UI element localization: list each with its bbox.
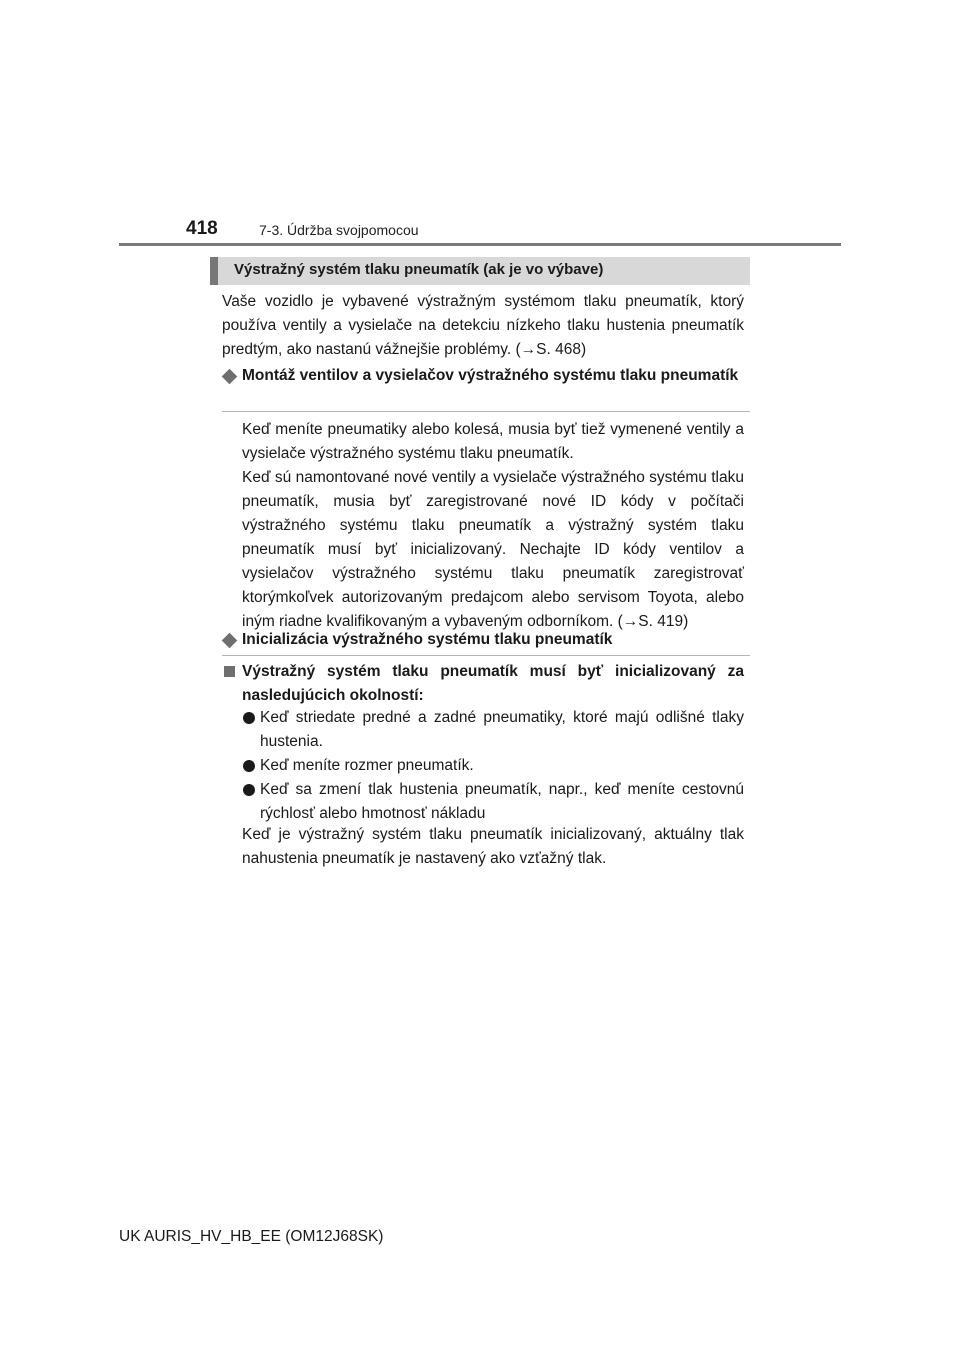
section-band-title: Výstražný systém tlaku pneumatík (ak je vo výbave) (234, 261, 604, 278)
section-band (210, 257, 750, 285)
subsection-heading-installation: Montáž ventilov a vysielačov výstražného systému tlaku pneumatík (242, 367, 739, 384)
header-divider (119, 243, 841, 246)
square-bullet-icon (224, 666, 235, 677)
bullet-dot-icon (243, 784, 255, 796)
list-item: Keď striedate predné a zadné pneumatiky, ktoré majú odlišné tlaky hustenia. (260, 709, 744, 750)
section-title: 7-3. Údržba svojpomocou (259, 222, 419, 238)
initialization-conditions-heading: Výstražný systém tlaku pneumatík musí byť inicializovaný za nasledujúcich okolností: (242, 663, 744, 704)
subsection-divider (222, 411, 750, 412)
initialization-closing-paragraph: Keď je výstražný systém tlaku pneumatík inicializovaný, aktuálny tlak nahustenia pneumatík je nastavený ako vzťažný tlak. (242, 826, 744, 867)
list-item: Keď meníte rozmer pneumatík. (260, 757, 474, 774)
installation-paragraph-2: Keď sú namontované nové ventily a vysielače výstražného systému tlaku pneumatík, musia byť zaregistrované nové ID kódy v počítači výstražného systému tlaku pneumatík a výstražný systém tlaku pneumatík musí byť inicializovaný. Nechajte ID kódy ventilov a vysielačov výstražného systému tlaku pneumatík zaregistrovať ktorýmkoľvek autorizovaným predajcom alebo servisom Toyota, alebo iným riadne kvalifikovaným a vybaveným odborníkom. (→S. 419) (242, 469, 744, 630)
bullet-dot-icon (243, 712, 255, 724)
intro-paragraph: Vaše vozidlo je vybavené výstražným systémom tlaku pneumatík, ktorý používa ventily a vysielače na detekciu nízkeho tlaku hustenia pneumatík predtým, ako nastanú vážnejšie problémy. (→S. 468) (222, 293, 744, 358)
page-number: 418 (186, 218, 218, 239)
bullet-dot-icon (243, 760, 255, 772)
installation-paragraph-1: Keď meníte pneumatiky alebo kolesá, musia byť tiež vymenené ventily a vysielače výstražného systému tlaku pneumatík. (242, 421, 744, 462)
footer-document-code: UK AURIS_HV_HB_EE (OM12J68SK) (119, 1228, 384, 1245)
subsection-divider (222, 655, 750, 656)
diamond-bullet-icon (222, 369, 238, 385)
list-item: Keď sa zmení tlak hustenia pneumatík, napr., keď meníte cestovnú rýchlosť alebo hmotnosť nákladu (260, 781, 744, 822)
diamond-bullet-icon (222, 633, 238, 649)
subsection-heading-initialization: Inicializácia výstražného systému tlaku pneumatík (242, 631, 613, 648)
